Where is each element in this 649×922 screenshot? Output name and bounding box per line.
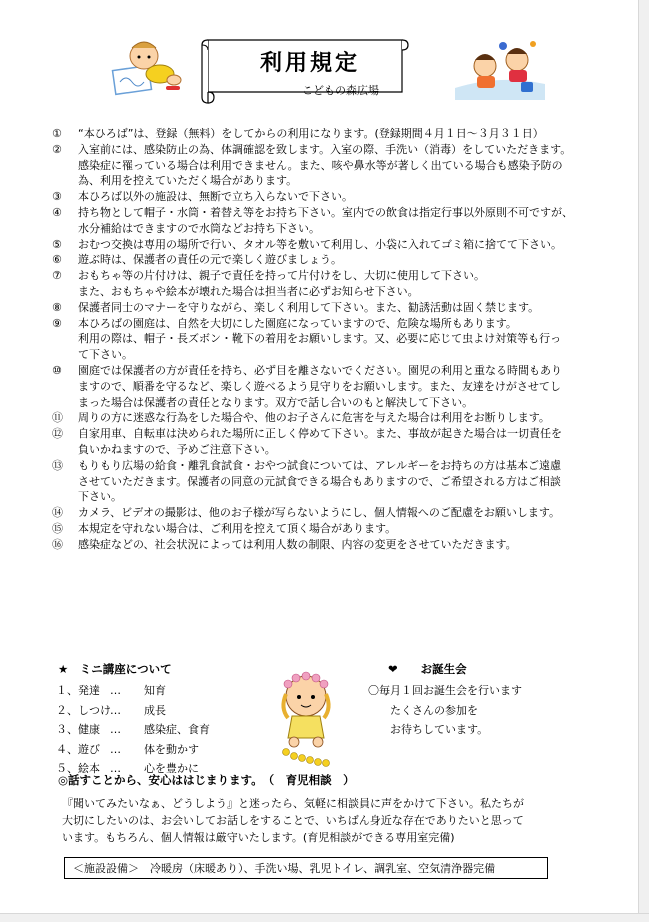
page-title: 利用規定 bbox=[259, 51, 360, 76]
page-edge-right bbox=[638, 0, 649, 922]
rule-item: ⑩ 園庭では保護者の方が責任を持ち、必ず目を離さないでください。園児の利用と重なる時間もあり ますので、順番を守るなど、楽しく遊べるよう見守りをお願いします。また、友達をけがさせてし まった場合は保護者の責任となります。双方で話し合いのもと解決して下さい。 bbox=[52, 363, 562, 409]
rule-item: ② 入室前には、感染防止の為、体調確認を致します。入室の際、手洗い（消毒）をしていただきます。 感染症に罹っている場合は利用できません。また、咳や鼻水等が著しく出ている場合も感染予防の 為、利用を控えていただく場合があります。 bbox=[52, 142, 572, 188]
facilities-box: ＜施設設備＞ 冷暖房（床暖あり）、手洗い場、乳児トイレ、調乳室、空気清浄器完備 bbox=[64, 857, 548, 879]
list-item: １、発達 … 知育 bbox=[56, 684, 166, 697]
rule-item: ③ 本ひろば以外の施設は、無断で立ち入らないで下さい。 bbox=[52, 190, 353, 204]
rule-item: ⑮ 本規定を守れない場合は、ご利用を控えて頂く場合があります。 bbox=[52, 521, 397, 535]
rule-item: ⑦ おもちゃ等の片付けは、親子で責任を持って片付けをし、大切に使用して下さい。 また、おもちゃや絵本が壊れた場合は担当者に必ずお知らせ下さい。 bbox=[52, 269, 485, 298]
rule-item: ⑪ 周りの方に迷惑な行為をした場合や、他のお子さんに危害を与えた場合は利用をお断りします。 bbox=[52, 411, 550, 425]
list-item: ５、絵本 … 心を豊かに bbox=[56, 762, 199, 775]
rule-item: ⑭ カメラ、ビデオの撮影は、他のお子様が写らないようにし、個人情報へのご配慮をお願いします。 bbox=[52, 506, 561, 520]
children-playing-illustration bbox=[455, 38, 545, 104]
child-with-flower-crown-illustration bbox=[272, 670, 340, 774]
mini-lecture-heading: ★ ミニ講座について bbox=[58, 662, 172, 676]
rule-item: ⑥ 遊ぶ時は、保護者の責任の元で楽しく遊びましょう。 bbox=[52, 253, 342, 267]
birthday-text: 〇毎月１回お誕生会を行います たくさんの参加を お待ちしています。 bbox=[368, 684, 522, 736]
rule-item: ⑤ おむつ交換は専用の場所で行い、タオル等を敷いて利用し、小袋に入れてゴミ箱に捨てて下さい。 bbox=[52, 237, 562, 251]
rule-item: ⑨ 本ひろばの園庭は、自然を大切にした園庭になっていますので、危険な場所もあります。 利用の際は、帽子・長ズボン・靴下の着用をお願いします。又、必要に応じて虫よけ対策等も行っ て下さい。 bbox=[52, 316, 562, 362]
rule-item: ⑫ 自家用車、自転車は決められた場所に正しく停めて下さい。また、事故が起きた場合は一切責任を 負いかねますので、予めご注意下さい。 bbox=[52, 427, 562, 456]
list-item: ３、健康 … 感染症、食育 bbox=[56, 723, 210, 736]
page-subtitle: こどもの森広場 bbox=[302, 84, 379, 97]
list-item: ４、遊び … 体を動かす bbox=[56, 742, 199, 756]
consultation-heading: ◎話すことから、安心ははじまります。 （ 育児相談 ） bbox=[58, 773, 355, 787]
rules-list bbox=[50, 126, 610, 553]
page-edge-bottom bbox=[0, 913, 649, 922]
baby-drawing-illustration bbox=[104, 38, 184, 102]
list-item: ２、しつけ… 成長 bbox=[56, 703, 166, 717]
mini-lecture-list bbox=[56, 681, 210, 779]
birthday-heading: ❤ お誕生会 bbox=[388, 662, 467, 676]
rule-item: ① “本ひろば”は、登録（無料）をしてからの利用になります。(登録期間４月１日～３月３１日） bbox=[52, 127, 544, 140]
rule-item: ⑬ もりもり広場の給食・離乳食試食・おやつ試食については、アレルギーをお持ちの方は基本ご遠慮 させていただきます。保護者の同意の元試食できる場合もありますので、ご希望される方はご相談 下さい。 bbox=[52, 458, 562, 504]
rule-item: ④ 持ち物として帽子・水筒・着替え等をお持ち下さい。室内での飲食は指定行事以外原則不可ですが、 水分補給はできますので水筒などお持ち下さい。 bbox=[52, 205, 573, 235]
consultation-text: 『聞いてみたいなぁ、どうしよう』と迷ったら、気軽に相談員に声をかけて下さい。私たちが 大切にしたいのは、お会いしてお話しをすることで、いちばん身近な存在でありたいと思って います。もちろん、個人情報は厳守いたします。(育児相談ができる専用室完備) bbox=[62, 797, 524, 844]
rule-item: ⑧ 保護者同士のマナーを守りながら、楽しく利用して下さい。また、勧誘活動は固く禁じます。 bbox=[52, 300, 540, 314]
rule-item: ⑯ 感染症などの、社会状況によっては利用人数の制限、内容の変更をさせていただきます。 bbox=[52, 537, 517, 551]
